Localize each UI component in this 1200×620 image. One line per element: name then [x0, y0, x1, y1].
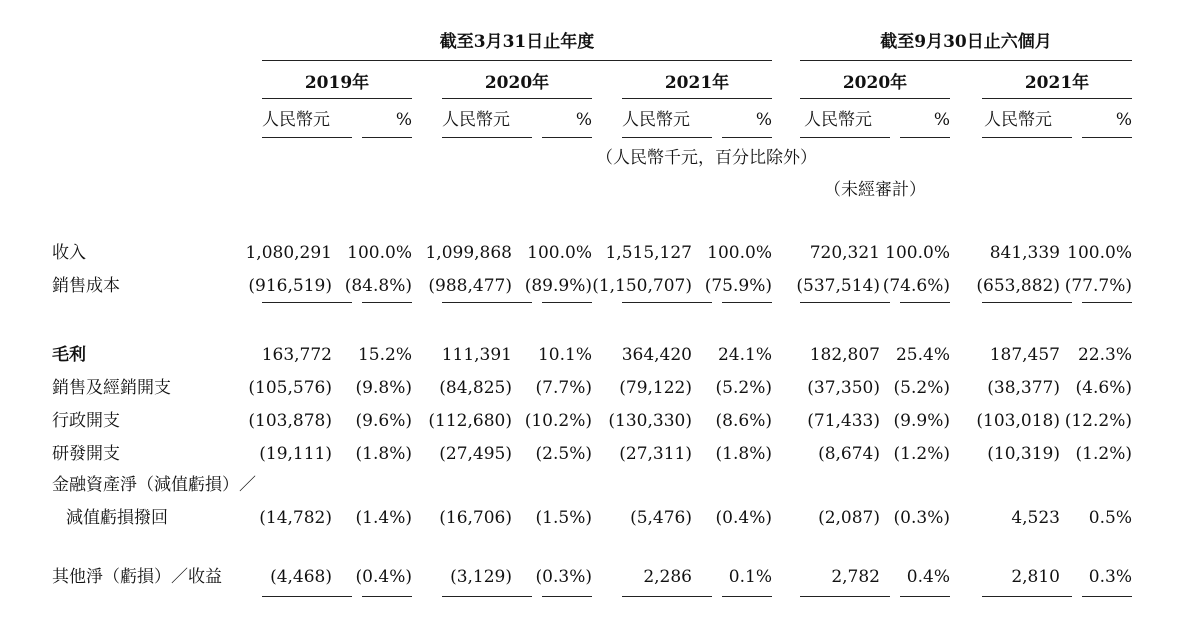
subtotal-rule — [900, 302, 950, 303]
cell-percent: (74.6%) — [882, 276, 950, 296]
unit-header-rmb: 人民幣元 — [984, 110, 1052, 130]
cell-percent: 22.3% — [1077, 345, 1132, 365]
unit-rule — [362, 137, 412, 138]
unit-rule — [1082, 137, 1132, 138]
cell-amount: (27,311) — [619, 444, 692, 464]
row-label: 收入 — [52, 243, 86, 263]
unit-header-rmb: 人民幣元 — [262, 110, 330, 130]
subtotal-rule — [800, 302, 890, 303]
cell-amount: 2,286 — [643, 567, 692, 587]
unit-rule — [982, 137, 1072, 138]
year-rule-2020-6m — [800, 98, 950, 99]
unit-rule — [442, 137, 532, 138]
cell-amount: 4,523 — [1011, 508, 1060, 528]
bottom-rule — [1082, 596, 1132, 597]
bottom-rule — [622, 596, 712, 597]
subtotal-rule — [262, 302, 352, 303]
unit-header-pct: % — [395, 110, 412, 130]
year-header-2021-6m: 2021年 — [1024, 73, 1090, 93]
cell-amount: 111,391 — [441, 345, 512, 365]
cell-amount: 720,321 — [809, 243, 880, 263]
bottom-rule — [542, 596, 592, 597]
subtotal-rule — [622, 302, 712, 303]
cell-amount: (27,495) — [439, 444, 512, 464]
cell-amount: 364,420 — [621, 345, 692, 365]
subtotal-rule — [362, 302, 412, 303]
bottom-rule — [442, 596, 532, 597]
cell-percent: 0.3% — [1088, 567, 1132, 587]
cell-amount: (112,680) — [428, 411, 512, 431]
cell-amount: (2,087) — [818, 508, 880, 528]
cell-percent: 15.2% — [357, 345, 412, 365]
unit-header-pct: % — [1115, 110, 1132, 130]
subtotal-rule — [542, 302, 592, 303]
subtotal-rule — [722, 302, 772, 303]
six-month-group-title: 截至9月30日止六個月 — [880, 32, 1052, 52]
bottom-rule — [900, 596, 950, 597]
cell-percent: (10.2%) — [524, 411, 592, 431]
cell-percent: (0.4%) — [355, 567, 412, 587]
cell-amount: 187,457 — [989, 345, 1060, 365]
unit-header-rmb: 人民幣元 — [622, 110, 690, 130]
cell-amount: (105,576) — [248, 378, 332, 398]
cell-percent: (9.6%) — [355, 411, 412, 431]
subtotal-rule — [442, 302, 532, 303]
cell-amount: 2,782 — [831, 567, 880, 587]
cell-percent: (0.3%) — [893, 508, 950, 528]
cell-amount: 182,807 — [809, 345, 880, 365]
row-label: 銷售及經銷開支 — [52, 378, 171, 398]
cell-percent: 10.1% — [537, 345, 592, 365]
cell-amount: (8,674) — [818, 444, 880, 464]
cell-percent: (0.3%) — [535, 567, 592, 587]
unit-header-pct: % — [755, 110, 772, 130]
row-label: 行政開支 — [52, 411, 120, 431]
row-label: 毛利 — [52, 345, 86, 365]
cell-percent: 24.1% — [717, 345, 772, 365]
cell-amount: 841,339 — [989, 243, 1060, 263]
cell-amount: (14,782) — [259, 508, 332, 528]
cell-amount: (1,150,707) — [592, 276, 692, 296]
fy-group-title: 截至3月31日止年度 — [439, 32, 595, 52]
cell-percent: 25.4% — [895, 345, 950, 365]
cell-percent: (77.7%) — [1064, 276, 1132, 296]
cell-percent: (5.2%) — [893, 378, 950, 398]
cell-amount: (16,706) — [439, 508, 512, 528]
unit-header-pct: % — [575, 110, 592, 130]
year-rule-2021-6m — [982, 98, 1132, 99]
cell-amount: 2,810 — [1011, 567, 1060, 587]
cell-percent: (1.8%) — [715, 444, 772, 464]
cell-percent: (0.4%) — [715, 508, 772, 528]
subtotal-rule — [982, 302, 1072, 303]
unit-rule — [542, 137, 592, 138]
cell-amount: (84,825) — [439, 378, 512, 398]
year-rule-2021 — [622, 98, 772, 99]
unit-rule — [262, 137, 352, 138]
cell-amount: (130,330) — [608, 411, 692, 431]
cell-amount: (653,882) — [976, 276, 1060, 296]
cell-percent: (9.9%) — [893, 411, 950, 431]
year-header-2020: 2020年 — [484, 73, 550, 93]
cell-percent: (8.6%) — [715, 411, 772, 431]
cell-percent: (7.7%) — [535, 378, 592, 398]
cell-percent: (2.5%) — [535, 444, 592, 464]
year-header-2021: 2021年 — [664, 73, 730, 93]
unit-rule — [900, 137, 950, 138]
cell-percent: (75.9%) — [704, 276, 772, 296]
unit-header-rmb: 人民幣元 — [442, 110, 510, 130]
cell-amount: (38,377) — [987, 378, 1060, 398]
cell-percent: 0.4% — [906, 567, 950, 587]
cell-amount: (19,111) — [259, 444, 332, 464]
cell-amount: (103,878) — [248, 411, 332, 431]
cell-amount: 1,099,868 — [425, 243, 512, 263]
cell-percent: (5.2%) — [715, 378, 772, 398]
bottom-rule — [982, 596, 1072, 597]
unit-header-rmb: 人民幣元 — [804, 110, 872, 130]
unaudited-note: （未經審計） — [824, 180, 926, 200]
fy-group-rule — [262, 60, 772, 61]
cell-percent: 100.0% — [347, 243, 412, 263]
cell-amount: (37,350) — [807, 378, 880, 398]
row-label: 金融資產淨（減值虧損）／ — [52, 475, 256, 495]
cell-percent: (12.2%) — [1064, 411, 1132, 431]
row-label-continued: 減值虧損撥回 — [66, 508, 168, 528]
cell-percent: (84.8%) — [344, 276, 412, 296]
cell-percent: 100.0% — [885, 243, 950, 263]
year-header-2020-6m: 2020年 — [842, 73, 908, 93]
bottom-rule — [262, 596, 352, 597]
cell-amount: (916,519) — [248, 276, 332, 296]
cell-amount: (79,122) — [619, 378, 692, 398]
cell-amount: (10,319) — [987, 444, 1060, 464]
cell-amount: (3,129) — [450, 567, 512, 587]
cell-amount: (103,018) — [976, 411, 1060, 431]
six-month-group-rule — [800, 60, 1132, 61]
cell-percent: (1.4%) — [355, 508, 412, 528]
cell-percent: 0.5% — [1088, 508, 1132, 528]
row-label: 其他淨（虧損）／收益 — [52, 567, 222, 587]
cell-percent: (1.5%) — [535, 508, 592, 528]
year-header-2019: 2019年 — [304, 73, 370, 93]
subtotal-rule — [1082, 302, 1132, 303]
unit-rule — [722, 137, 772, 138]
bottom-rule — [722, 596, 772, 597]
cell-percent: (9.8%) — [355, 378, 412, 398]
cell-amount: (71,433) — [807, 411, 880, 431]
cell-percent: (1.2%) — [1075, 444, 1132, 464]
unit-rule — [800, 137, 890, 138]
unit-header-pct: % — [933, 110, 950, 130]
cell-percent: (1.8%) — [355, 444, 412, 464]
bottom-rule — [800, 596, 890, 597]
cell-amount: 1,515,127 — [605, 243, 692, 263]
cell-amount: (988,477) — [428, 276, 512, 296]
currency-note: （人民幣千元，百分比除外） — [596, 148, 817, 168]
bottom-rule — [362, 596, 412, 597]
cell-percent: 100.0% — [1067, 243, 1132, 263]
cell-percent: (1.2%) — [893, 444, 950, 464]
unit-rule — [622, 137, 712, 138]
cell-percent: 0.1% — [728, 567, 772, 587]
cell-percent: 100.0% — [527, 243, 592, 263]
cell-amount: (537,514) — [796, 276, 880, 296]
cell-amount: (4,468) — [270, 567, 332, 587]
row-label: 銷售成本 — [52, 276, 120, 296]
cell-percent: (4.6%) — [1075, 378, 1132, 398]
cell-amount: (5,476) — [630, 508, 692, 528]
cell-amount: 1,080,291 — [245, 243, 332, 263]
cell-percent: (89.9%) — [524, 276, 592, 296]
year-rule-2020 — [442, 98, 592, 99]
cell-percent: 100.0% — [707, 243, 772, 263]
row-label: 研發開支 — [52, 444, 120, 464]
year-rule-2019 — [262, 98, 412, 99]
cell-amount: 163,772 — [261, 345, 332, 365]
